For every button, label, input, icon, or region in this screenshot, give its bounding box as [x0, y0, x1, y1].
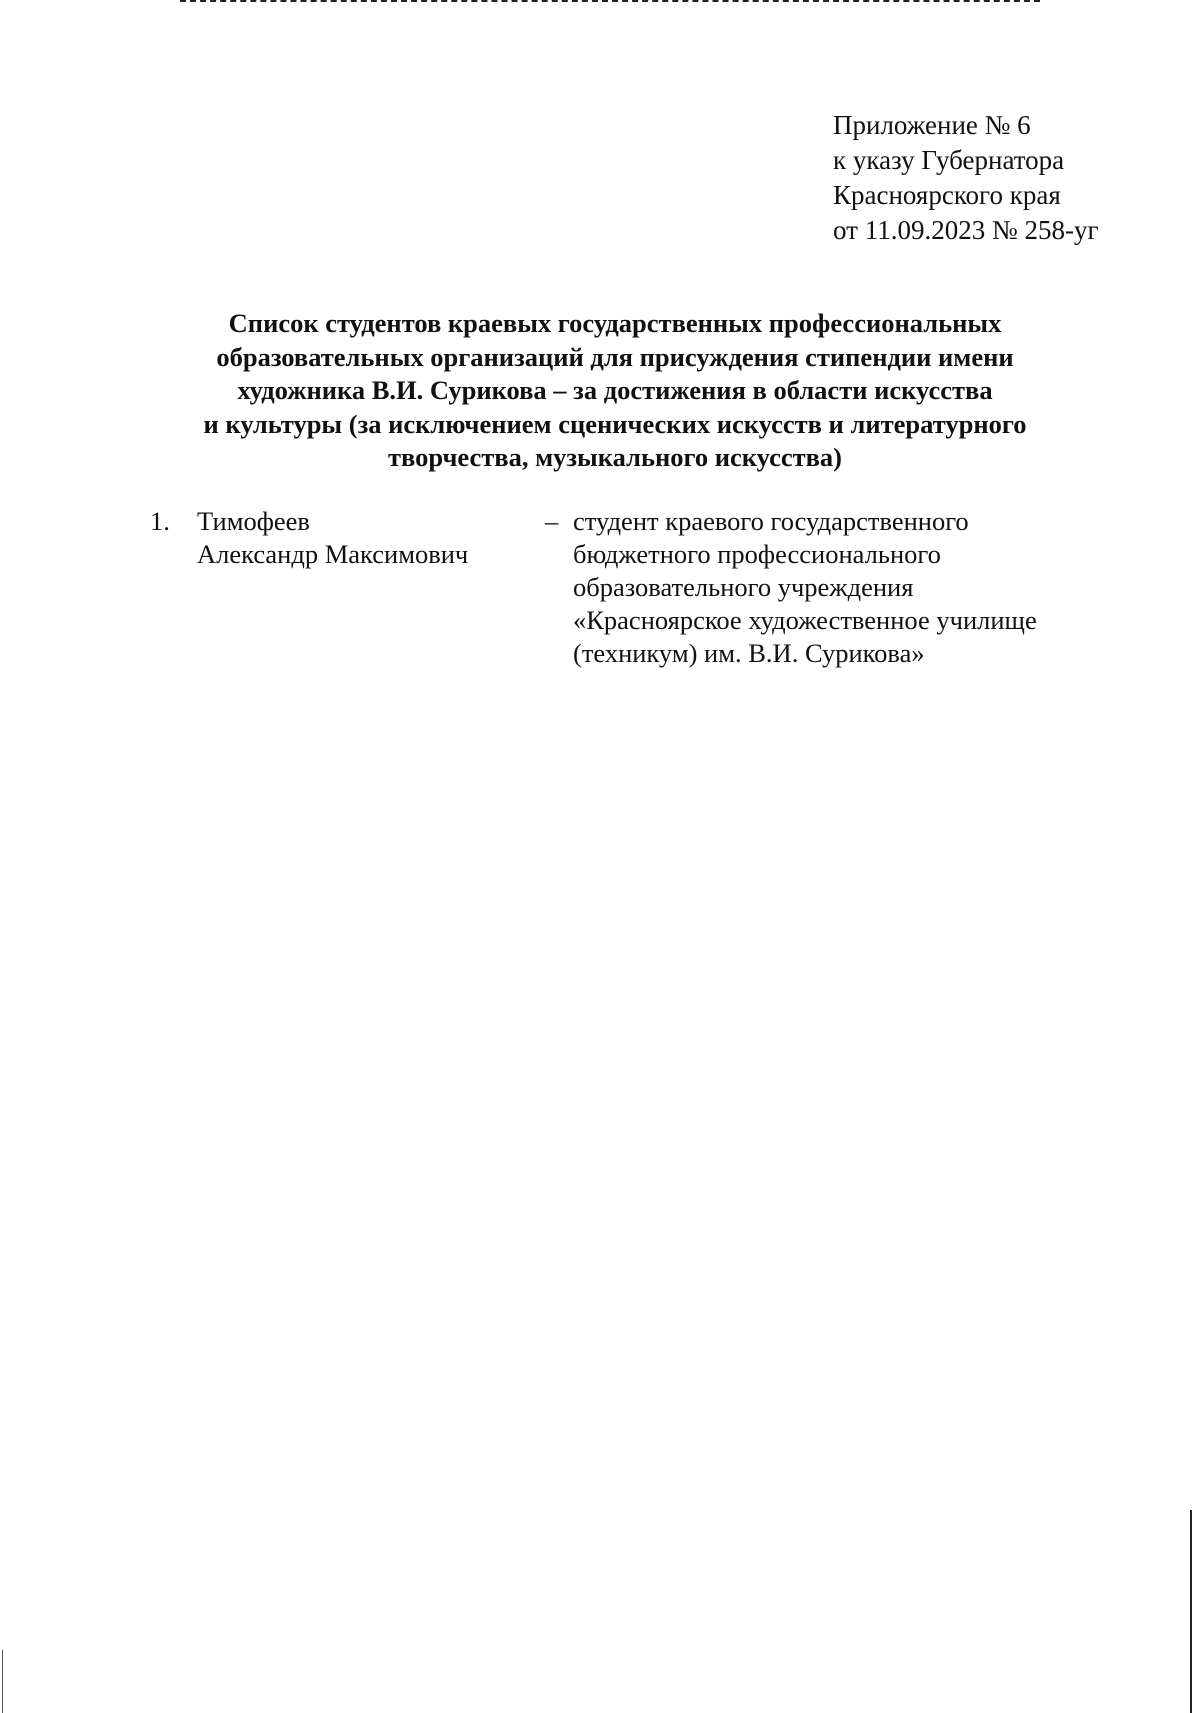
separator-dash: –: [545, 506, 559, 536]
appendix-line: Красноярского края: [833, 180, 1061, 210]
student-name-line: Тимофеев: [197, 506, 310, 536]
document-title: [150, 307, 1080, 475]
title-line: творчества, музыкального искусства): [387, 442, 843, 472]
student-name: [197, 505, 468, 571]
description-line: (техникум) им. В.И. Сурикова»: [573, 638, 925, 668]
appendix-line: Приложение № 6: [833, 110, 1031, 140]
description-line: образовательного учреждения: [573, 572, 914, 602]
scan-edge-top: [180, 0, 1040, 2]
student-name-line: Александр Максимович: [197, 539, 469, 569]
appendix-header: [833, 108, 1099, 248]
appendix-line: от 11.09.2023 № 258-уг: [833, 215, 1099, 245]
description-line: студент краевого государственного: [573, 506, 969, 536]
appendix-line: к указу Губернатора: [833, 145, 1065, 175]
title-line: художника В.И. Сурикова – за достижения в области искусства: [237, 375, 993, 405]
description-line: «Красноярское художественное училище: [573, 605, 1037, 635]
title-line: и культуры (за исключением сценических искусств и литературного: [203, 408, 1027, 439]
scan-edge-left: [2, 1650, 3, 1713]
student-description: [573, 505, 1093, 670]
description-line: бюджетного профессионального: [573, 539, 941, 569]
list-item-number: 1.: [150, 506, 170, 536]
scan-edge-right: [1190, 1510, 1192, 1713]
title-line: образовательных организаций для присуждения стипендии имени: [216, 341, 1014, 372]
title-line: Список студентов краевых государственных профессиональных: [228, 308, 1002, 338]
